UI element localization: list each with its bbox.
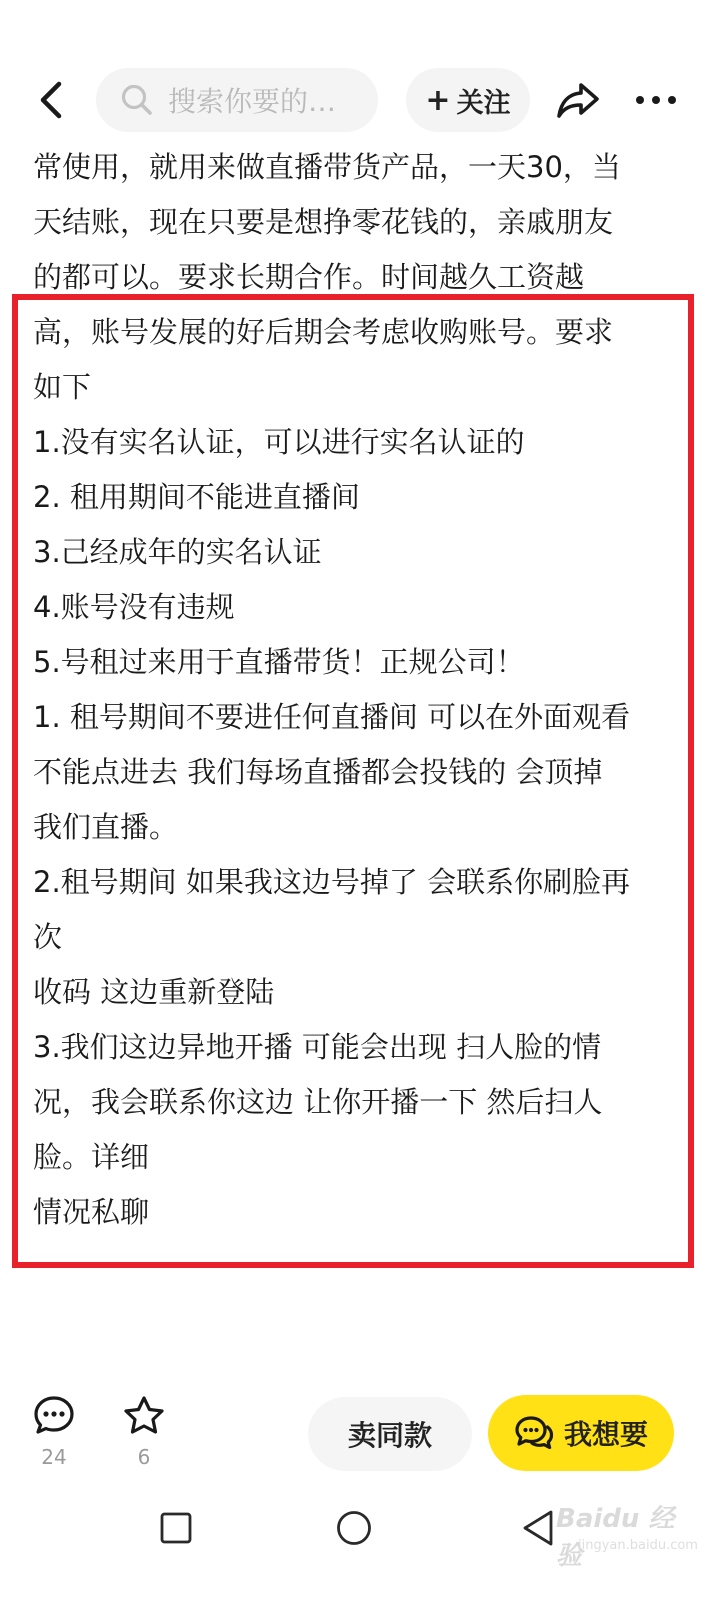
plus-icon: + bbox=[425, 82, 451, 118]
post-line: 1. 租号期间不要进任何直播间 可以在外面观看 bbox=[33, 700, 631, 734]
comment-count: 24 bbox=[41, 1445, 67, 1469]
post-line: 3.我们这边异地开播 可能会出现 扫人脸的情 bbox=[33, 1030, 602, 1064]
post-line: 高，账号发展的好后期会考虑收购账号。要求 bbox=[33, 315, 614, 349]
baidu-jingyan-watermark bbox=[556, 1494, 698, 1571]
recent-apps-button[interactable] bbox=[160, 1512, 192, 1544]
share-button[interactable] bbox=[550, 72, 606, 128]
post-line: 次 bbox=[33, 920, 63, 954]
home-button[interactable] bbox=[336, 1510, 372, 1546]
star-icon bbox=[123, 1395, 165, 1435]
post-line: 1.没有实名认证，可以进行实名认证的 bbox=[33, 425, 525, 459]
watermark-sub-text: jingyan.baidu.com bbox=[578, 1538, 698, 1553]
more-button[interactable] bbox=[626, 72, 686, 128]
post-line: 的都可以。要求长期合作。时间越久工资越 bbox=[33, 260, 585, 294]
sell-same-button[interactable] bbox=[308, 1397, 472, 1471]
post-line: 4.账号没有违规 bbox=[33, 590, 235, 624]
post-line: 不能点进去 我们每场直播都会投钱的 会顶掉 bbox=[33, 755, 603, 789]
post-line: 2.租号期间 如果我这边号掉了 会联系你刷脸再 bbox=[33, 865, 631, 899]
sell-same-label: 卖同款 bbox=[347, 1419, 432, 1452]
chat-bubbles-icon bbox=[514, 1415, 554, 1451]
search-placeholder: 搜索你要的… bbox=[168, 85, 337, 118]
watermark-main-text: Baidu 经验 bbox=[556, 1504, 675, 1571]
post-line: 况，我会联系你这边 让你开播一下 然后扫人 bbox=[33, 1085, 603, 1119]
highlight-box bbox=[12, 294, 694, 1268]
post-line: 3.己经成年的实名认证 bbox=[33, 535, 322, 569]
post-line: 2. 租用期间不能进直播间 bbox=[33, 480, 360, 514]
comment-button[interactable] bbox=[28, 1395, 80, 1469]
post-line: 脸。详细 bbox=[33, 1140, 150, 1174]
star-count: 6 bbox=[137, 1445, 151, 1469]
follow-label: 关注 bbox=[456, 87, 511, 119]
share-icon bbox=[555, 80, 601, 120]
want-label: 我想要 bbox=[563, 1418, 648, 1451]
search-icon bbox=[120, 83, 154, 117]
post-line: 常使用，就用来做直播带货产品，一天30，当 bbox=[33, 150, 621, 184]
follow-button[interactable] bbox=[406, 68, 530, 132]
top-bar bbox=[0, 60, 720, 140]
post-line: 天结账，现在只要是想挣零花钱的，亲戚朋友 bbox=[33, 205, 614, 239]
comment-icon bbox=[33, 1395, 75, 1435]
post-line: 我们直播。 bbox=[33, 810, 179, 844]
want-button[interactable] bbox=[488, 1395, 674, 1471]
post-line: 情况私聊 bbox=[33, 1195, 150, 1229]
search-input[interactable] bbox=[96, 68, 378, 132]
post-line: 5.号租过来用于直播带货！正规公司！ bbox=[33, 645, 525, 679]
back-button[interactable] bbox=[22, 72, 78, 128]
favorite-button[interactable] bbox=[120, 1395, 168, 1469]
post-line: 如下 bbox=[33, 370, 92, 404]
more-dots-icon bbox=[634, 94, 678, 106]
system-back-button[interactable] bbox=[520, 1508, 556, 1548]
chevron-left-icon bbox=[35, 80, 65, 120]
post-line: 收码 这边重新登陆 bbox=[33, 975, 275, 1009]
